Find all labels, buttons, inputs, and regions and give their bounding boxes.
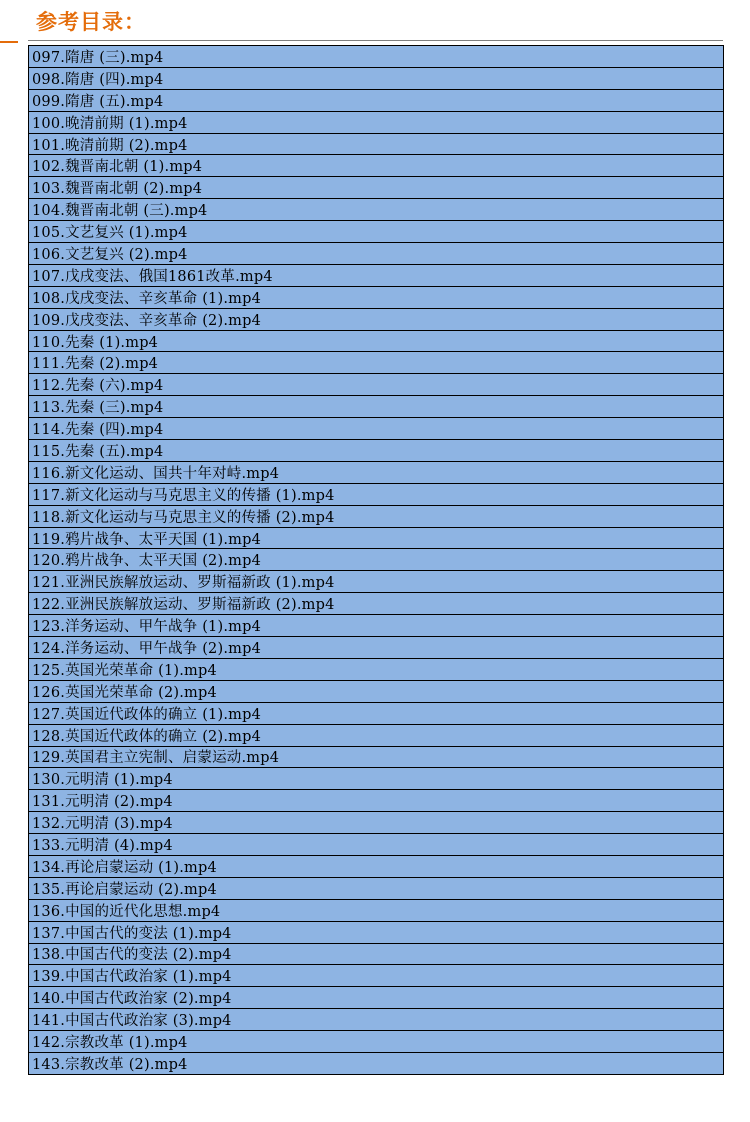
file-row — [29, 177, 723, 199]
file-name: 135.再论启蒙运动 (2).mp4 — [32, 881, 217, 898]
file-name: 111.先秦 (2).mp4 — [32, 356, 159, 373]
file-name: 141.中国古代政治家 (3).mp4 — [32, 1013, 232, 1030]
file-name: 114.先秦 (四).mp4 — [32, 422, 164, 439]
file-name: 099.隋唐 (五).mp4 — [32, 93, 164, 110]
file-name: 117.新文化运动与马克思主义的传播 (1).mp4 — [32, 487, 335, 504]
file-name: 112.先秦 (六).mp4 — [32, 378, 164, 395]
file-row — [29, 659, 723, 681]
file-row — [29, 615, 723, 637]
file-row — [29, 484, 723, 506]
file-row — [29, 309, 723, 331]
file-name: 125.英国光荣革命 (1).mp4 — [32, 662, 217, 679]
file-list-table — [28, 45, 724, 1075]
file-name: 129.英国君主立宪制、启蒙运动.mp4 — [32, 750, 280, 767]
file-name: 108.戊戌变法、辛亥革命 (1).mp4 — [32, 290, 261, 307]
file-name: 100.晚清前期 (1).mp4 — [32, 115, 188, 132]
file-name: 120.鸦片战争、太平天国 (2).mp4 — [32, 553, 261, 570]
file-row — [29, 287, 723, 309]
file-row — [29, 374, 723, 396]
file-name: 121.亚洲民族解放运动、罗斯福新政 (1).mp4 — [32, 575, 335, 592]
file-row — [29, 637, 723, 659]
file-name: 110.先秦 (1).mp4 — [32, 334, 159, 351]
file-row — [29, 506, 723, 528]
file-row — [29, 900, 723, 922]
file-row — [29, 331, 723, 353]
file-row — [29, 90, 723, 112]
page-header — [0, 0, 750, 44]
file-name: 127.英国近代政体的确立 (1).mp4 — [32, 706, 261, 723]
file-row — [29, 593, 723, 615]
file-row — [29, 1009, 723, 1031]
file-name: 116.新文化运动、国共十年对峙.mp4 — [32, 465, 280, 482]
file-name: 134.再论启蒙运动 (1).mp4 — [32, 859, 217, 876]
file-row — [29, 134, 723, 156]
file-name: 126.英国光荣革命 (2).mp4 — [32, 684, 217, 701]
file-row — [29, 1053, 723, 1075]
file-name: 101.晚清前期 (2).mp4 — [32, 137, 188, 154]
file-name: 139.中国古代政治家 (1).mp4 — [32, 969, 232, 986]
file-row — [29, 856, 723, 878]
file-name: 107.戊戌变法、俄国1861改革.mp4 — [32, 268, 273, 285]
file-row — [29, 812, 723, 834]
file-name: 123.洋务运动、甲午战争 (1).mp4 — [32, 619, 261, 636]
file-name: 132.元明清 (3).mp4 — [32, 816, 173, 833]
file-name: 102.魏晋南北朝 (1).mp4 — [32, 159, 203, 176]
file-row — [29, 944, 723, 966]
file-row — [29, 265, 723, 287]
file-row — [29, 199, 723, 221]
file-name: 118.新文化运动与马克思主义的传播 (2).mp4 — [32, 509, 335, 526]
file-row — [29, 549, 723, 571]
file-name: 104.魏晋南北朝 (三).mp4 — [32, 203, 208, 220]
file-row — [29, 768, 723, 790]
file-row — [29, 243, 723, 265]
file-name: 143.宗教改革 (2).mp4 — [32, 1056, 188, 1073]
file-row — [29, 221, 723, 243]
file-row — [29, 703, 723, 725]
file-name: 105.文艺复兴 (1).mp4 — [32, 225, 188, 242]
file-name: 137.中国古代的变法 (1).mp4 — [32, 925, 232, 942]
file-row — [29, 878, 723, 900]
file-name: 113.先秦 (三).mp4 — [32, 400, 164, 417]
file-row — [29, 528, 723, 550]
file-name: 140.中国古代政治家 (2).mp4 — [32, 991, 232, 1008]
file-name: 128.英国近代政体的确立 (2).mp4 — [32, 728, 261, 745]
file-row — [29, 462, 723, 484]
file-name: 131.元明清 (2).mp4 — [32, 794, 173, 811]
file-name: 124.洋务运动、甲午战争 (2).mp4 — [32, 641, 261, 657]
file-name: 142.宗教改革 (1).mp4 — [32, 1035, 188, 1052]
file-row — [29, 681, 723, 703]
file-row — [29, 725, 723, 747]
file-name: 133.元明清 (4).mp4 — [32, 838, 173, 855]
file-name: 106.文艺复兴 (2).mp4 — [32, 246, 188, 263]
file-row — [29, 1031, 723, 1053]
header-accent-line — [0, 41, 18, 43]
file-row — [29, 987, 723, 1009]
file-name: 098.隋唐 (四).mp4 — [32, 71, 164, 88]
file-row — [29, 790, 723, 812]
file-name: 103.魏晋南北朝 (2).mp4 — [32, 181, 203, 198]
file-row — [29, 965, 723, 987]
page-title: 参考目录： — [36, 10, 146, 34]
file-name: 122.亚洲民族解放运动、罗斯福新政 (2).mp4 — [32, 597, 335, 614]
file-name: 119.鸦片战争、太平天国 (1).mp4 — [32, 531, 261, 548]
file-name: 097.隋唐 (三).mp4 — [32, 49, 164, 66]
file-row — [29, 834, 723, 856]
file-name: 109.戊戌变法、辛亥革命 (2).mp4 — [32, 312, 261, 329]
file-row — [29, 112, 723, 134]
file-name: 130.元明清 (1).mp4 — [32, 772, 173, 789]
file-name: 136.中国的近代化思想.mp4 — [32, 903, 221, 920]
file-row — [29, 155, 723, 177]
file-row — [29, 46, 723, 68]
header-divider — [28, 40, 723, 41]
file-row — [29, 440, 723, 462]
file-row — [29, 571, 723, 593]
file-row — [29, 747, 723, 769]
file-row — [29, 68, 723, 90]
file-name: 115.先秦 (五).mp4 — [32, 443, 164, 460]
file-row — [29, 922, 723, 944]
file-row — [29, 396, 723, 418]
file-row — [29, 352, 723, 374]
file-row — [29, 418, 723, 440]
file-name: 138.中国古代的变法 (2).mp4 — [32, 947, 232, 964]
